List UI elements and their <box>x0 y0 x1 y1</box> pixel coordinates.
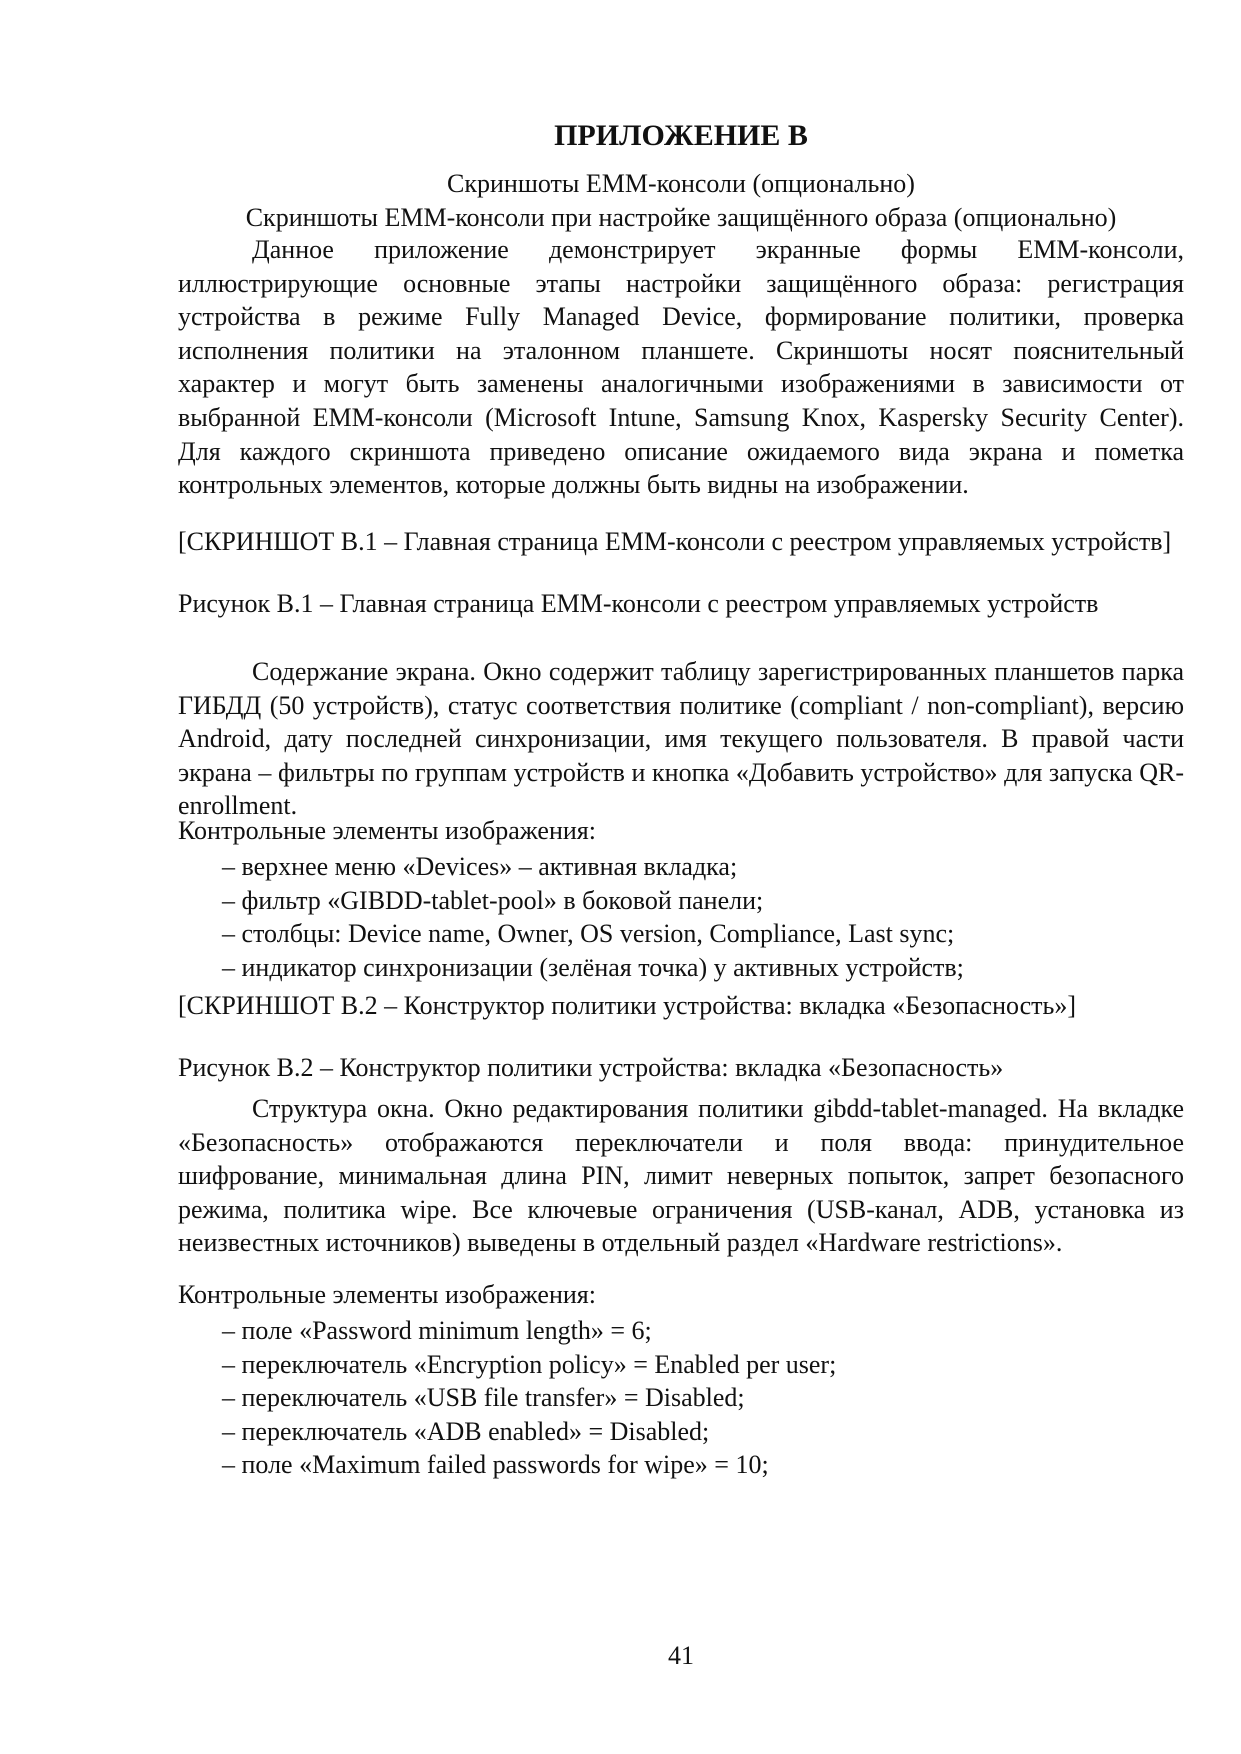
figure-2-caption: Рисунок В.2 – Конструктор политики устройства: вкладка «Безопасность» <box>178 1053 1004 1082</box>
screenshot-2-controls-heading: Контрольные элементы изображения: <box>178 1280 596 1309</box>
list-item: – поле «Password minimum length» = 6; <box>222 1316 652 1345</box>
figure-1-caption: Рисунок В.1 – Главная страница EMM-консоли с реестром управляемых устройств <box>178 589 1099 618</box>
list-item: – переключатель «USB file transfer» = Disabled; <box>222 1383 745 1413</box>
page-number: 41 <box>668 1641 694 1670</box>
screenshot-2-placeholder: [СКРИНШОТ В.2 – Конструктор политики устройства: вкладка «Безопасность»] <box>178 991 1077 1020</box>
screenshot-1-description: Содержание экрана. Окно содержит таблицу зарегистрированных планшетов парка ГИБДД (50 устройств), статус соответствия политике (compliant / non-compliant), версию Android, дату последней синхронизации, имя текущего пользователя. В правой части экрана – фильтры по группам устройств и кнопка «Добавить устройство» для запуска QR-enrollment. <box>178 657 1184 821</box>
appendix-title: ПРИЛОЖЕНИЕ В <box>554 119 808 152</box>
document-page <box>178 0 1184 1754</box>
screenshot-1-controls-heading: Контрольные элементы изображения: <box>178 816 596 845</box>
list-item: – фильтр «GIBDD-tablet-pool» в боковой панели; <box>222 885 764 915</box>
list-item: – поле «Maximum failed passwords for wipe» = 10; <box>222 1450 769 1480</box>
intro-paragraph: Данное приложение демонстрирует экранные формы EMM-консоли, иллюстрирующие основные этапы настройки защищённого образа: регистрация устройства в режиме Fully Managed Device, формирование политики, проверка исполнения политики на эталонном планшете. Скриншоты носят пояснительный характер и могут быть заменены аналогичными изображениями в зависимости от выбранной EMM-консоли (Microsoft Intune, Samsung Knox, Kaspersky Security Center). Для каждого скриншота приведено описание ожидаемого вида экрана и пометка контрольных элементов, которые должны быть видны на изображении. <box>178 235 1184 500</box>
list-item: – столбцы: Device name, Owner, OS version, Compliance, Last sync; <box>222 919 955 949</box>
list-item: – переключатель «ADB enabled» = Disabled; <box>222 1416 710 1446</box>
appendix-subtitle-short: Скриншоты EMM-консоли (опционально) <box>447 169 915 198</box>
screenshot-2-controls-list <box>222 1314 836 1482</box>
appendix-subtitle-full: Скриншоты EMM-консоли при настройке защищённого образа (опционально) <box>245 203 1117 232</box>
screenshot-2-description: Структура окна. Окно редактирования политики gibdd-tablet-managed. На вкладке «Безопасность» отображаются переключатели и поля ввода: принудительное шифрование, минимальная длина PIN, лимит неверных попыток, запрет безопасного режима, политика wipe. Все ключевые ограничения (USB-канал, ADB, установка из неизвестных источников) выведены в отдельный раздел «Hardware restrictions». <box>178 1094 1184 1258</box>
list-item: – верхнее меню «Devices» – активная вкладка; <box>222 852 738 881</box>
screenshot-1-controls-list <box>222 850 964 984</box>
list-item: – индикатор синхронизации (зелёная точка) у активных устройств; <box>222 952 964 982</box>
screenshot-1-placeholder: [СКРИНШОТ В.1 – Главная страница EMM-консоли с реестром управляемых устройств] <box>178 527 1172 556</box>
list-item: – переключатель «Encryption policy» = Enabled per user; <box>222 1349 837 1379</box>
